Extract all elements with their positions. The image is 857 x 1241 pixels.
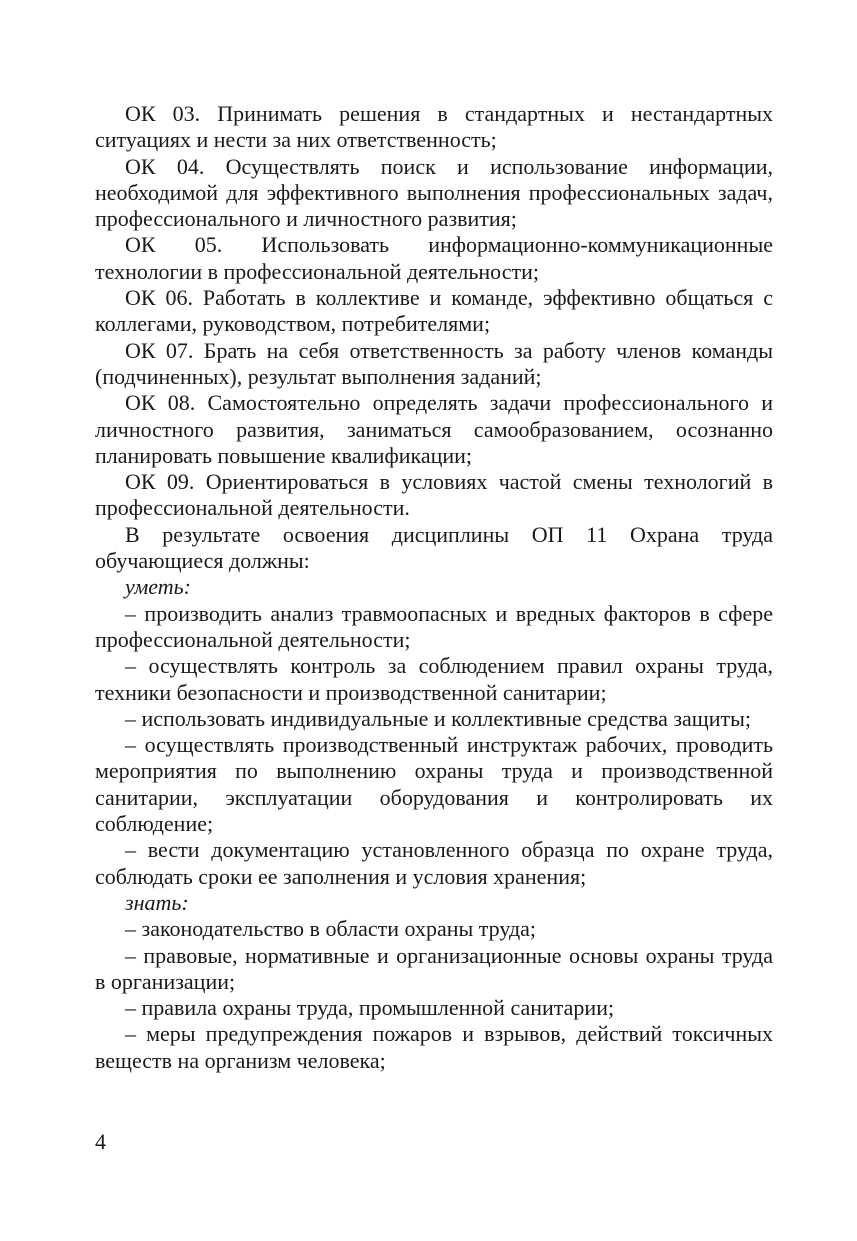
knowledge-item: – правовые, нормативные и организационные основы охраны труда в организации; <box>95 942 773 994</box>
competency-ok-03: ОК 03. Принимать решения в стандартных и нестандартных ситуациях и нести за них ответственность; <box>95 101 773 153</box>
competency-ok-04: ОК 04. Осуществлять поиск и использование информации, необходимой для эффективного выполнения профессиональных задач, профессионального и личностного развития; <box>95 153 773 232</box>
skill-item: – осуществлять производственный инструктаж рабочих, проводить мероприятия по выполнению охраны труда и производственной санитарии, эксплуатации оборудования и контролировать их соблюдение; <box>95 732 773 837</box>
body-text <box>95 101 773 1074</box>
knowledge-heading: знать: <box>125 889 189 915</box>
knowledge-item: – меры предупреждения пожаров и взрывов, действий токсичных веществ на организм человека; <box>95 1021 773 1073</box>
knowledge-item: – правила охраны труда, промышленной санитарии; <box>125 995 615 1021</box>
skill-item: – осуществлять контроль за соблюдением правил охраны труда, техники безопасности и производственной санитарии; <box>95 653 773 705</box>
skill-item: – вести документацию установленного образца по охране труда, соблюдать сроки ее заполнения и условия хранения; <box>95 837 773 889</box>
competency-ok-06: ОК 06. Работать в коллективе и команде, эффективно общаться с коллегами, руководством, потребителями; <box>95 285 773 337</box>
page-number: 4 <box>95 1129 106 1154</box>
competency-ok-09: ОК 09. Ориентироваться в условиях частой смены технологий в профессиональной деятельности. <box>95 469 773 521</box>
skills-heading: уметь: <box>125 574 191 600</box>
competency-ok-05: ОК 05. Использовать информационно-коммуникационные технологии в профессиональной деятельности; <box>95 232 773 284</box>
skill-item: – производить анализ травмоопасных и вредных факторов в сфере профессиональной деятельности; <box>95 600 773 652</box>
competency-ok-08: ОК 08. Самостоятельно определять задачи профессионального и личностного развития, заниматься самообразованием, осознанно планировать повышение квалификации; <box>95 390 773 468</box>
results-intro: В результате освоения дисциплины ОП 11 Охрана труда обучающиеся должны: <box>95 521 773 574</box>
competency-ok-07: ОК 07. Брать на себя ответственность за работу членов команды (подчиненных), результат выполнения заданий; <box>95 337 773 389</box>
skill-item: – использовать индивидуальные и коллективные средства защиты; <box>125 705 752 731</box>
knowledge-item: – законодательство в области охраны труда; <box>125 916 537 942</box>
